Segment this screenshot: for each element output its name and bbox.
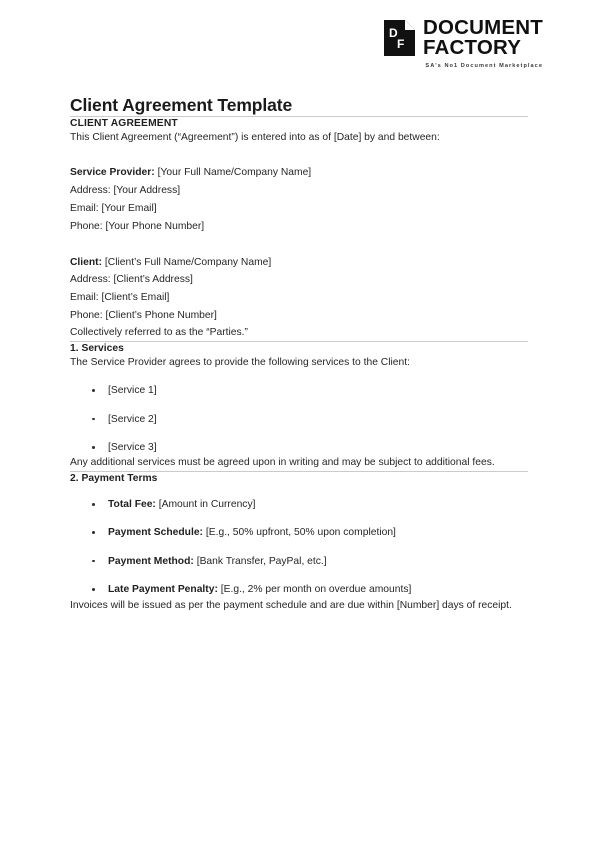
agreement-label: CLIENT AGREEMENT <box>70 118 178 129</box>
list-item <box>70 383 528 398</box>
service-provider-name-line <box>70 164 528 182</box>
list-item <box>70 554 528 569</box>
client-phone: Phone: [Client’s Phone Number] <box>70 310 217 322</box>
svg-text:D: D <box>388 25 398 40</box>
payment-terms-list <box>70 497 528 598</box>
service-provider-address: Address: [Your Address] <box>70 185 181 197</box>
list-item <box>70 440 528 455</box>
service-provider-label: Service Provider: <box>70 167 155 179</box>
svg-text:F: F <box>396 36 405 51</box>
list-item <box>70 412 528 427</box>
brand-name-line-2: FACTORY <box>422 35 522 59</box>
services-list <box>70 383 528 455</box>
payment-term-value: [E.g., 50% upfront, 50% upon completion] <box>205 527 396 539</box>
payment-terms-outro: Invoices will be issued as per the payment schedule and are due within [Number] days of receipt. <box>70 599 512 611</box>
payment-term-label: Total Fee: <box>108 498 156 510</box>
client-block <box>70 254 528 325</box>
client-address: Address: [Client’s Address] <box>70 274 193 286</box>
client-name-line <box>70 254 528 272</box>
list-item <box>70 582 528 597</box>
payment-term-label: Late Payment Penalty: <box>108 584 218 596</box>
brand-tagline: SA's No1 Document Marketplace <box>425 62 543 69</box>
client-email: Email: [Client’s Email] <box>70 292 170 304</box>
payment-term-label: Payment Schedule: <box>108 527 203 539</box>
service-item-value: [Service 3] <box>108 441 157 453</box>
payment-term-value: [Amount in Currency] <box>158 498 256 510</box>
parties-note: Collectively referred to as the “Parties.” <box>70 326 248 338</box>
section-heading-services: 1. Services <box>70 342 124 354</box>
page-title: Client Agreement Template <box>70 95 293 115</box>
service-provider-name-value: [Your Full Name/Company Name] <box>157 167 312 179</box>
service-provider-email: Email: [Your Email] <box>70 202 157 214</box>
services-outro: Any additional services must be agreed upon in writing and may be subject to additional fees. <box>70 457 495 469</box>
brand-name-line-1: DOCUMENT <box>422 16 543 39</box>
section-heading-payment-terms: 2. Payment Terms <box>70 473 158 485</box>
service-provider-phone: Phone: [Your Phone Number] <box>70 220 205 232</box>
payment-term-value: [Bank Transfer, PayPal, etc.] <box>196 555 327 567</box>
client-name-value: [Client’s Full Name/Company Name] <box>104 256 272 268</box>
services-intro: The Service Provider agrees to provide the following services to the Client: <box>70 357 410 369</box>
payment-term-value: [E.g., 2% per month on overdue amounts] <box>220 584 412 596</box>
agreement-intro-paragraph: This Client Agreement (“Agreement”) is entered into as of [Date] by and between: <box>70 132 440 144</box>
list-item <box>70 497 528 512</box>
client-label: Client: <box>70 256 103 268</box>
service-item-value: [Service 2] <box>108 413 157 425</box>
document-content <box>70 0 528 613</box>
payment-term-label: Payment Method: <box>108 555 194 567</box>
list-item <box>70 525 528 540</box>
service-provider-block <box>70 164 528 235</box>
service-item-value: [Service 1] <box>108 385 157 397</box>
